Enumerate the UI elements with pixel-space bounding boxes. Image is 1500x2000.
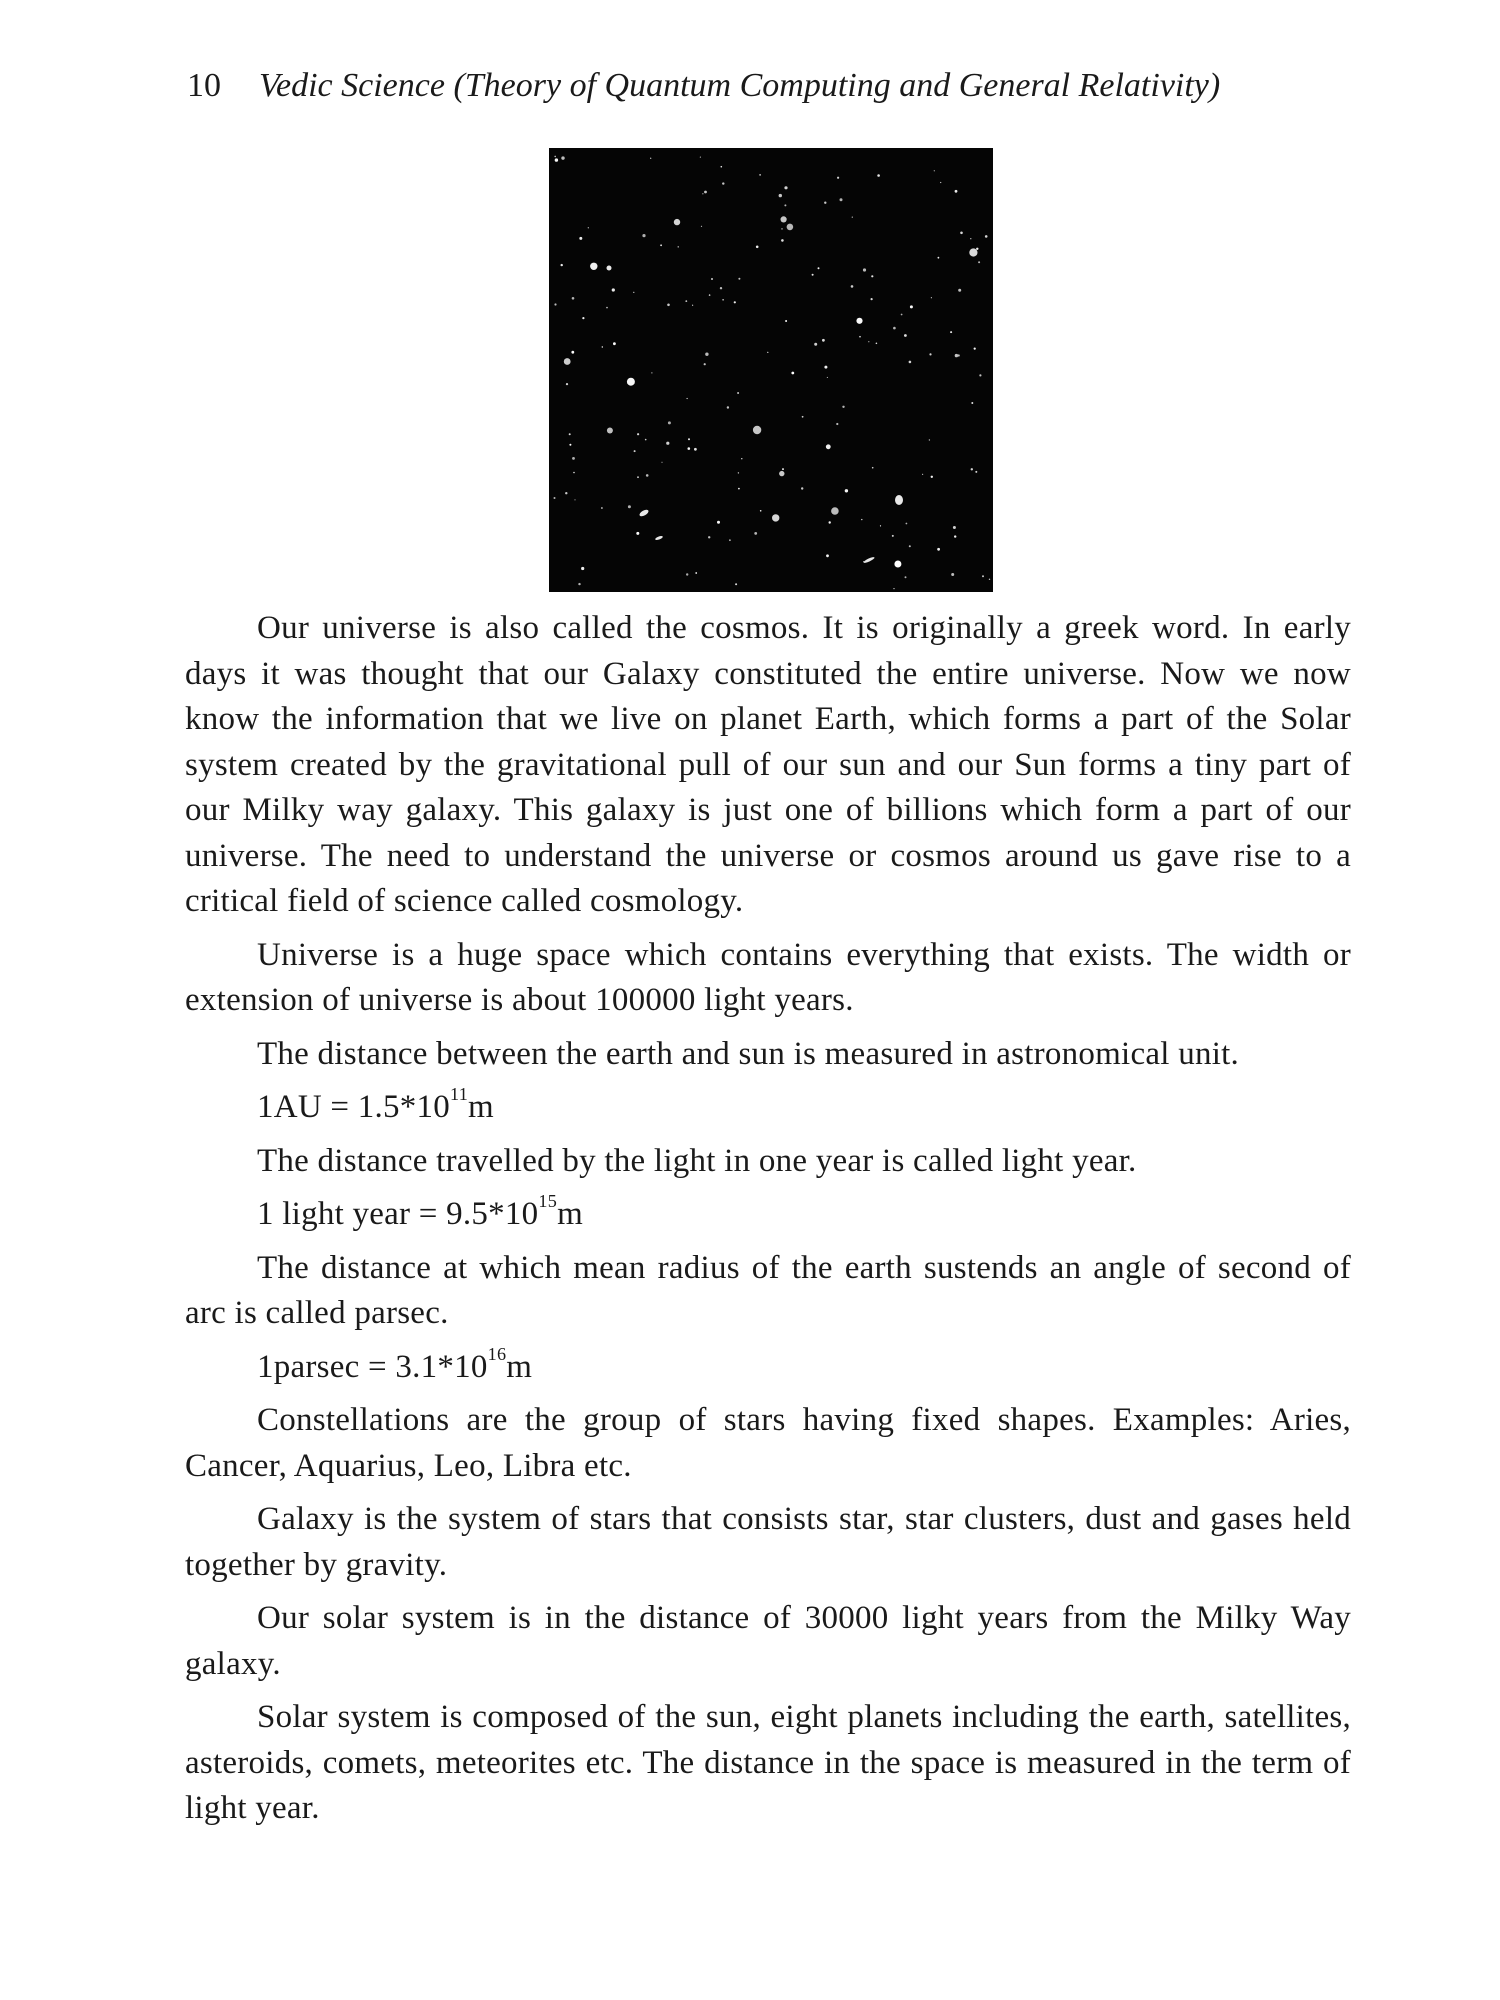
star-dot — [692, 305, 693, 306]
star-dot — [735, 583, 737, 585]
star-dot — [818, 267, 820, 269]
star-dot — [829, 521, 831, 523]
star-dot — [880, 525, 881, 526]
star-dot — [937, 548, 940, 551]
star-dot — [573, 472, 575, 474]
galaxy-blob — [655, 535, 664, 541]
star-dot — [688, 438, 690, 440]
star-dot — [581, 567, 584, 570]
galaxy-blob — [895, 495, 903, 505]
star-dot — [787, 224, 794, 231]
star-dot — [791, 372, 794, 375]
star-dot — [871, 298, 873, 300]
star-dot — [753, 426, 761, 434]
star-dot — [708, 536, 710, 538]
paragraph-parsec: The distance at which mean radius of the earth sustends an angle of second of arc is called parsec. — [185, 1249, 1351, 1331]
formula-au-unit: m — [468, 1089, 494, 1125]
star-dot — [985, 235, 988, 238]
star-dot — [602, 346, 603, 347]
formula-pc-lhs: 1parsec — [257, 1348, 360, 1385]
star-dot — [894, 561, 901, 568]
star-dot — [660, 244, 662, 246]
star-dot — [931, 476, 933, 478]
star-dot — [863, 268, 866, 271]
star-dot — [566, 383, 568, 385]
star-dot — [940, 182, 941, 183]
star-dot — [970, 238, 971, 239]
star-dot — [569, 433, 571, 435]
star-dot — [650, 158, 651, 159]
star-dot — [628, 505, 631, 508]
star-dot — [734, 301, 736, 303]
star-dot — [722, 299, 724, 301]
star-dot — [852, 217, 853, 218]
star-dot — [958, 289, 961, 292]
star-dot — [954, 535, 956, 537]
star-dot — [651, 372, 652, 373]
star-dot — [554, 303, 556, 305]
star-dot — [694, 448, 697, 451]
star-dot — [767, 352, 768, 353]
star-dot — [646, 474, 649, 477]
galaxy-blob — [863, 556, 875, 564]
star-dot — [824, 202, 826, 204]
star-dot — [781, 216, 787, 222]
star-dot — [678, 246, 679, 247]
star-dot — [861, 519, 862, 520]
formula-pc-eq: = — [368, 1348, 387, 1385]
formula-au-lhs: 1AU — [257, 1089, 322, 1125]
star-dot — [910, 305, 913, 308]
star-dot — [729, 539, 731, 541]
paragraph-universe-width: Universe is a huge space which contains everything that exists. The width or extension of universe is about 100000 light years. — [185, 936, 1351, 1018]
star-dot — [814, 343, 817, 346]
star-dot — [876, 343, 878, 345]
star-dot — [929, 439, 930, 440]
star-dot — [636, 532, 639, 535]
star-dot — [893, 588, 894, 589]
formula-ly-unit: m — [557, 1196, 583, 1232]
formula-au-eq: = — [330, 1089, 350, 1125]
star-dot — [759, 174, 761, 176]
star-dot — [572, 297, 575, 300]
star-dot — [737, 392, 739, 394]
formula-au — [185, 1085, 1351, 1131]
star-dot — [741, 458, 742, 459]
star-dot — [579, 237, 582, 240]
paragraph-astronomical-unit: The distance between the earth and sun is measured in astronomical unit. — [257, 1035, 1240, 1072]
star-dot — [801, 487, 803, 489]
star-dot — [637, 476, 639, 478]
star-dot — [738, 472, 739, 473]
star-dot — [554, 497, 556, 499]
star-dot — [645, 439, 647, 441]
star-dot — [779, 471, 784, 476]
star-dot — [702, 193, 703, 194]
star-dot — [958, 354, 960, 356]
star-dot — [905, 576, 907, 578]
star-dot — [784, 204, 786, 206]
star-dot — [613, 342, 616, 345]
star-dot — [754, 532, 757, 535]
star-dot — [667, 304, 670, 307]
star-dot — [666, 442, 669, 445]
star-dot — [859, 336, 861, 338]
page-number: 10 — [187, 67, 221, 104]
star-dot — [938, 257, 940, 259]
running-head — [187, 64, 1357, 108]
paragraph-galaxy: Galaxy is the system of stars that consists star, star clusters, dust and gases held together by gravity. — [185, 1501, 1351, 1583]
paragraph-solar-distance: Our solar system is in the distance of 30000 light years from the Milky Way galaxy. — [185, 1600, 1351, 1682]
star-dot — [772, 514, 779, 521]
star-dot — [572, 457, 575, 460]
formula-ly-exp: 15 — [538, 1191, 558, 1212]
star-dot — [687, 398, 688, 399]
star-dot — [704, 363, 706, 365]
star-dot — [555, 158, 558, 161]
star-dot — [842, 406, 844, 408]
star-dot — [831, 507, 839, 515]
formula-ly-lhs: 1 light year — [257, 1196, 411, 1232]
star-dot — [851, 285, 854, 288]
star-dot — [686, 573, 688, 575]
star-dot — [721, 166, 723, 168]
star-dot — [578, 583, 580, 585]
star-dot — [953, 526, 956, 529]
formula-light-year — [185, 1192, 1351, 1238]
star-dot — [554, 156, 556, 158]
star-dot — [969, 248, 977, 256]
star-dot — [606, 307, 608, 309]
star-dot — [607, 428, 613, 434]
star-dot — [901, 314, 903, 316]
formula-ly-eq: = — [418, 1196, 438, 1232]
star-dot — [979, 374, 981, 376]
formula-au-coeff: 1.5*10 — [357, 1089, 451, 1125]
star-dot — [906, 523, 908, 525]
star-dot — [779, 194, 782, 197]
star-dot — [704, 191, 707, 194]
galaxy-blob — [607, 266, 612, 271]
paragraph-constellations: Constellations are the group of stars having fixed shapes. Examples: Aries, Cancer, Aquarius, Leo, Libra etc. — [185, 1402, 1351, 1484]
star-dot — [812, 274, 814, 276]
galaxy-blob — [638, 508, 649, 517]
body-text — [185, 606, 1351, 1840]
star-dot — [877, 174, 880, 177]
star-dot — [856, 318, 862, 324]
star-dot — [588, 227, 589, 228]
star-dot — [871, 275, 873, 277]
star-dot — [976, 248, 978, 250]
star-dot — [564, 358, 571, 365]
star-dot — [868, 341, 869, 342]
star-dot — [674, 219, 680, 225]
star-dot — [826, 554, 829, 557]
star-dot — [781, 228, 782, 229]
star-dot — [561, 156, 564, 159]
star-dot — [688, 447, 691, 450]
star-dot — [700, 157, 701, 158]
star-dot — [720, 287, 722, 289]
star-dot — [575, 499, 576, 500]
formula-parsec — [185, 1345, 1351, 1391]
star-dot — [569, 444, 571, 446]
star-dot — [781, 239, 784, 242]
formula-au-exp: 11 — [450, 1084, 469, 1105]
star-dot — [662, 462, 663, 463]
star-dot — [571, 351, 574, 354]
star-dot — [904, 334, 907, 337]
star-dot — [971, 402, 973, 404]
paragraph-cosmos: Our universe is also called the cosmos. It is originally a greek word. In early days it was thought that our Galaxy constituted the entire universe. Now we now know the information that we live on planet Earth, which forms a part of the Solar system created by the gravitational pull of our sun and our Sun forms a tiny part of our Milky way galaxy. This galaxy is just one of billions which form a part of our universe. The need to understand the universe or cosmos around us gave rise to a critical field of science called cosmology. — [185, 610, 1351, 919]
star-dot — [701, 226, 702, 227]
star-dot — [931, 297, 932, 298]
star-dot — [782, 468, 784, 470]
star-dot — [612, 288, 615, 291]
paragraph-light-year: The distance travelled by the light in one year is called light year. — [257, 1142, 1137, 1179]
star-dot — [738, 488, 740, 490]
star-dot — [951, 573, 954, 576]
starfield-icon — [549, 148, 993, 592]
formula-pc-coeff: 3.1*10 — [395, 1348, 488, 1385]
star-dot — [760, 510, 762, 512]
star-dot — [709, 294, 711, 296]
formula-pc-exp: 16 — [487, 1343, 507, 1364]
star-dot — [934, 170, 935, 171]
star-dot — [909, 545, 911, 547]
star-dot — [582, 317, 584, 319]
star-dot — [685, 300, 687, 302]
star-dot — [802, 416, 804, 418]
star-dot — [705, 353, 708, 356]
star-dot — [974, 348, 976, 350]
star-dot — [717, 521, 720, 524]
star-dot — [837, 177, 839, 179]
star-dot — [601, 507, 603, 509]
star-dot — [756, 246, 759, 249]
starfield-photo — [549, 148, 993, 592]
star-dot — [955, 354, 958, 357]
star-dot — [590, 263, 597, 270]
star-dot — [627, 378, 635, 386]
star-dot — [668, 421, 671, 424]
star-dot — [845, 489, 848, 492]
star-dot — [892, 535, 894, 537]
star-dot — [633, 292, 634, 293]
star-dot — [955, 190, 958, 193]
star-dot — [695, 572, 697, 574]
star-dot — [960, 232, 963, 235]
star-dot — [827, 377, 828, 378]
paragraph-solar-system: Solar system is composed of the sun, eight planets including the earth, satellites, asteroids, comets, meteorites etc. The distance in the space is measured in the term of light year. — [185, 1699, 1351, 1826]
star-dot — [822, 339, 825, 342]
star-dot — [784, 186, 787, 189]
star-dot — [978, 261, 980, 263]
star-dot — [929, 353, 931, 355]
star-dot — [975, 471, 977, 473]
star-dot — [634, 450, 636, 452]
star-dot — [982, 575, 984, 577]
star-dot — [909, 361, 912, 364]
star-dot — [561, 264, 563, 266]
star-dot — [565, 492, 567, 494]
star-dot — [950, 331, 952, 333]
star-dot — [840, 198, 843, 201]
star-dot — [727, 406, 729, 408]
star-dot — [826, 444, 831, 449]
formula-pc-unit: m — [506, 1348, 533, 1385]
star-dot — [971, 468, 973, 470]
star-dot — [836, 423, 838, 425]
star-dot — [872, 467, 874, 469]
book-title: Vedic Science (Theory of Quantum Computing and General Relativity) — [259, 67, 1221, 104]
star-dot — [637, 433, 639, 435]
star-dot — [642, 234, 645, 237]
star-dot — [722, 182, 724, 184]
formula-ly-coeff: 9.5*10 — [446, 1196, 539, 1232]
star-dot — [711, 278, 713, 280]
star-dot — [989, 579, 990, 580]
star-dot — [785, 320, 787, 322]
star-dot — [824, 366, 827, 369]
star-dot — [922, 474, 923, 475]
star-dot — [893, 327, 896, 330]
star-dot — [738, 278, 740, 280]
